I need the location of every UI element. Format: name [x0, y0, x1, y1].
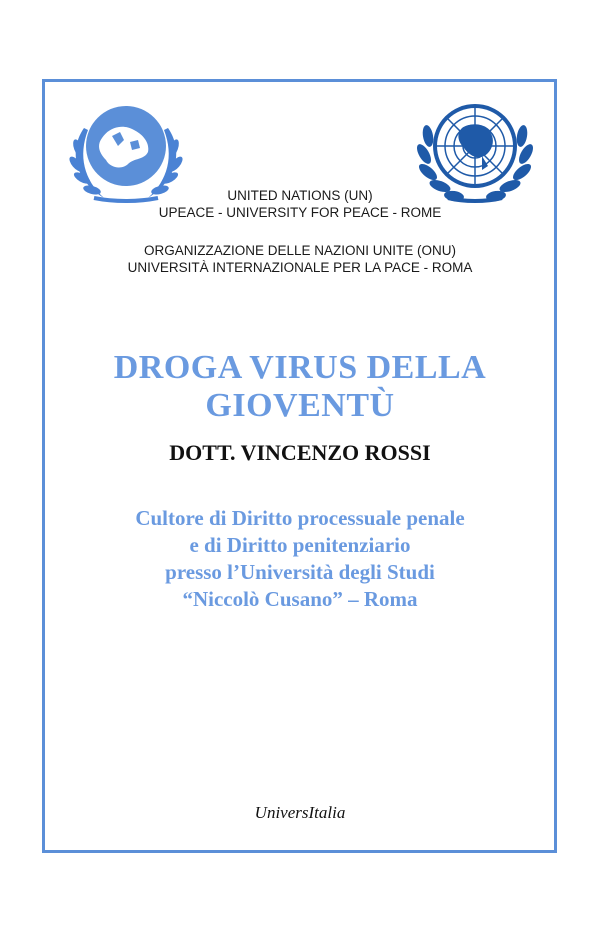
author-name: DOTT. VINCENZO ROSSI [169, 440, 431, 465]
subtitle-line-4: “Niccolò Cusano” – Roma [182, 587, 418, 611]
publisher-name: UniversItalia [254, 803, 346, 822]
organization-line-4: UNIVERSITÀ INTERNAZIONALE PER LA PACE - ROMA [127, 260, 473, 275]
book-title-line-2: GIOVENTÙ [205, 387, 395, 424]
organization-line-1: UNITED NATIONS (UN) [227, 188, 373, 203]
subtitle-line-3: presso l’Università degli Studi [165, 560, 435, 584]
subtitle-line-2: e di Diritto penitenziario [189, 533, 411, 557]
subtitle-line-1: Cultore di Diritto processuale penale [135, 506, 465, 530]
book-title-line-1: DROGA VIRUS DELLA [113, 349, 487, 386]
organization-line-2: UPEACE - UNIVERSITY FOR PEACE - ROME [158, 205, 442, 220]
organization-line-3: ORGANIZZAZIONE DELLE NAZIONI UNITE (ONU) [143, 243, 457, 258]
